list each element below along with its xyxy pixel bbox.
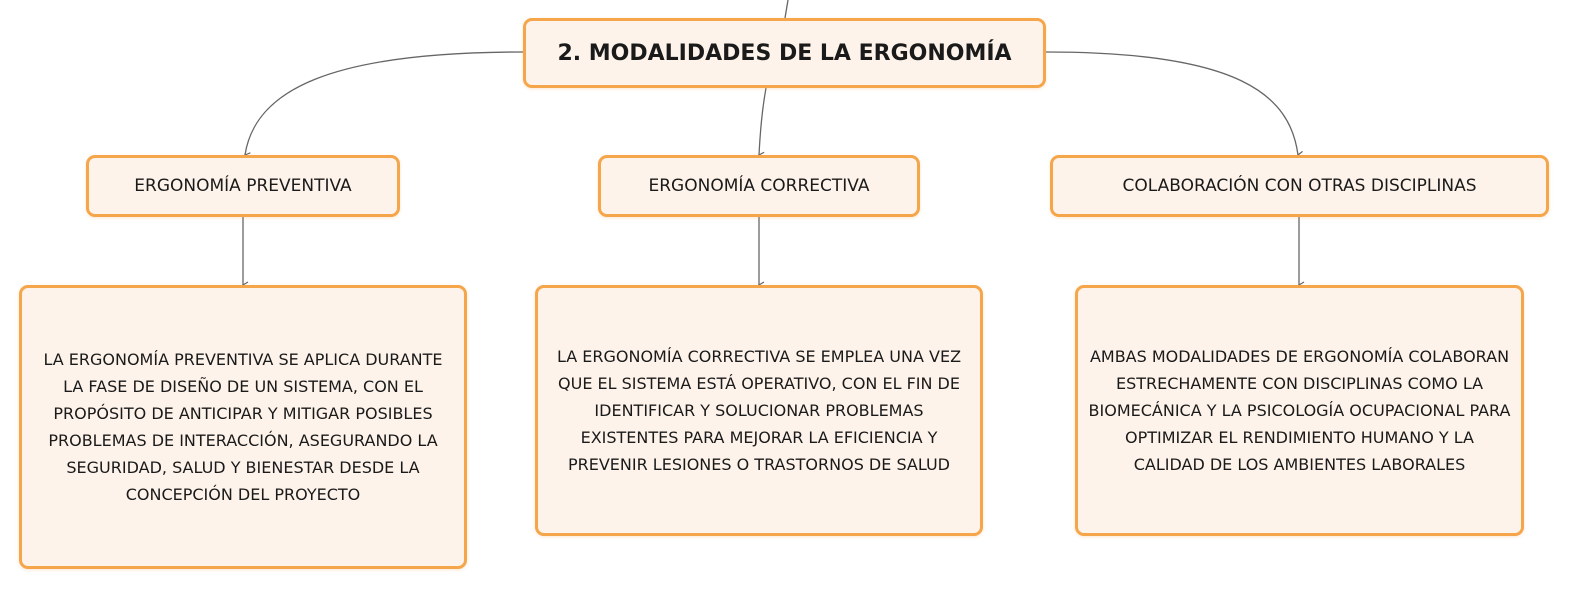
branch-node-preventiva[interactable] [86,155,400,217]
branch-label-colaboracion: COLABORACIÓN CON OTRAS DISCIPLINAS [1122,176,1477,196]
detail-text-correctiva: LA ERGONOMÍA CORRECTIVA SE EMPLEA UNA VEZ QUE EL SISTEMA ESTÁ OPERATIVO, CON EL FIN DE IDENTIFICAR Y SOLUCIONAR PROBLEMAS EXISTENTES PARA MEJORAR LA EFICIENCIA Y PREVENIR LESIONES O TRASTORNOS DE SALUD [556,347,962,474]
root-topic-node[interactable] [523,18,1046,88]
connector-root-to-colaboracion [1046,52,1298,155]
detail-node-colaboracion[interactable] [1075,285,1524,536]
connector-root-to-preventiva [245,52,523,155]
branch-node-correctiva[interactable] [598,155,920,217]
detail-node-preventiva[interactable] [19,285,467,569]
connector-parent-to-root [785,0,788,18]
branch-node-colaboracion[interactable] [1050,155,1549,217]
detail-text-colaboracion: AMBAS MODALIDADES DE ERGONOMÍA COLABORAN ESTRECHAMENTE CON DISCIPLINAS COMO LA BIOMECÁNICA Y LA PSICOLOGÍA OCUPACIONAL PARA OPTIMIZAR EL RENDIMIENTO HUMANO Y LA CALIDAD DE LOS AMBIENTES LABORALES [1088,347,1511,474]
detail-text-preventiva: LA ERGONOMÍA PREVENTIVA SE APLICA DURANTE LA FASE DE DISEÑO DE UN SISTEMA, CON EL PROPÓSITO DE ANTICIPAR Y MITIGAR POSIBLES PROBLEMAS DE INTERACCIÓN, ASEGURANDO LA SEGURIDAD, SALUD Y BIENESTAR DESDE LA CONCEPCIÓN DEL PROYECTO [43,350,443,504]
connector-root-to-correctiva [759,88,766,155]
branch-label-correctiva: ERGONOMÍA CORRECTIVA [648,176,870,196]
detail-node-correctiva[interactable] [535,285,983,536]
branch-label-preventiva: ERGONOMÍA PREVENTIVA [134,176,352,196]
root-topic-label: 2. MODALIDADES DE LA ERGONOMÍA [557,40,1012,66]
